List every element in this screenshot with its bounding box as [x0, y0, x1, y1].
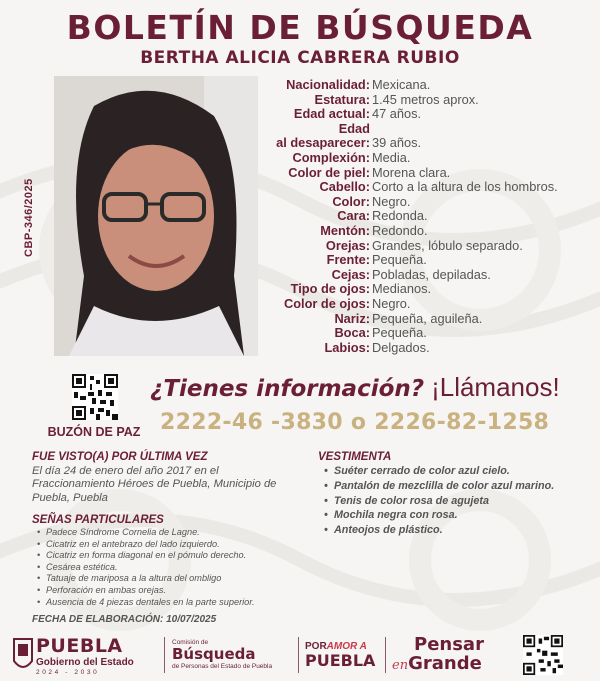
detail-label: Color: [332, 193, 370, 209]
last-seen-text: El día 24 de enero del año 2017 en el Fraccionamiento Héroes de Puebla, Municipio de Puebla, Puebla [32, 465, 277, 504]
call-us-text: ¡Llámanos! [431, 372, 560, 402]
detail-row [262, 209, 592, 224]
detail-label: Estatura: [314, 91, 370, 107]
creation-date-label: FECHA DE ELABORACIÓN: [32, 614, 164, 625]
detail-value: Pequeña. [372, 325, 427, 341]
detail-row [262, 297, 592, 312]
list-item: • Cicatriz en forma diagonal en el pómulo derecho. [32, 550, 332, 562]
comision-logo [172, 639, 297, 671]
detail-label: Cabello: [319, 179, 370, 195]
detail-label: Color de piel: [288, 164, 370, 180]
question-text: ¿Tienes información? [150, 376, 425, 402]
detail-label: al desaparecer: [276, 135, 370, 151]
person-name: BERTHA ALICIA CABRERA RUBIO [140, 48, 460, 68]
detail-label: Nariz: [334, 310, 370, 326]
pensar-text: Pensar [414, 634, 484, 655]
detail-label: Complexión: [292, 149, 370, 165]
distinguishing-marks-section [32, 514, 332, 608]
detail-row [262, 122, 592, 137]
physical-details [262, 78, 592, 355]
detail-row [262, 93, 592, 108]
detail-row [262, 239, 592, 254]
detail-row [262, 166, 592, 181]
detail-row [262, 224, 592, 239]
detail-row [262, 312, 592, 327]
gobierno-years: 2024 - 2030 [36, 669, 100, 676]
detail-value: Morena clara. [372, 164, 451, 180]
info-question [150, 372, 590, 403]
divider [385, 637, 386, 673]
detail-value [370, 122, 592, 137]
detail-label: Tipo de ojos: [290, 281, 370, 297]
detail-label: Nacionalidad: [286, 77, 370, 92]
list-item: • Cesárea estética. [32, 562, 332, 574]
divider [164, 637, 165, 673]
detail-label: Frente: [326, 252, 370, 268]
list-item: • Tenis de color rosa de agujeta [318, 494, 593, 509]
detail-row [262, 151, 592, 166]
detail-label: Boca: [334, 325, 370, 341]
footer [0, 627, 600, 681]
clothing-section [318, 451, 593, 538]
last-seen-title: FUE VISTO(A) POR ÚLTIMA VEZ [32, 451, 208, 463]
detail-row [262, 341, 592, 356]
detail-row [262, 78, 592, 93]
detail-row [262, 268, 592, 283]
detail-row [262, 282, 592, 297]
por-amor-logo [305, 641, 380, 669]
detail-value: Pequeña, aguileña. [372, 310, 483, 326]
detail-value: 47 años. [372, 106, 422, 122]
detail-value: Redondo. [372, 222, 428, 238]
clothing-title: VESTIMENTA [318, 451, 392, 463]
amor-text: AMOR A [326, 641, 367, 652]
bulletin-title: BOLETÍN DE BÚSQUEDA [66, 8, 534, 47]
comision-sub: de Personas del Estado de Puebla [172, 663, 273, 670]
detail-row [262, 136, 592, 151]
grande-text: Grande [408, 653, 482, 674]
detail-label: Cara: [337, 208, 370, 224]
puebla-logo-text: PUEBLA [36, 635, 123, 657]
detail-row [262, 253, 592, 268]
detail-label: Cejas: [331, 266, 370, 282]
detail-value: Redonda. [372, 208, 428, 224]
detail-label: Color de ojos: [283, 295, 370, 311]
detail-row [262, 180, 592, 195]
creation-date-value: 10/07/2025 [166, 614, 217, 625]
detail-label: Edad actual: [293, 106, 370, 122]
list-item: • Padece Síndrome Cornelia de Lagne. [32, 527, 332, 539]
list-item: • Ausencia de 4 piezas dentales en la parte superior. [32, 597, 332, 609]
buzon-de-paz-label: BUZÓN DE PAZ [47, 425, 141, 439]
detail-label: Mentón: [320, 222, 370, 238]
detail-value: Pequeña. [372, 252, 427, 268]
list-item: • Pantalón de mezclilla de color azul marino. [318, 479, 593, 494]
gobierno-text: Gobierno del Estado [36, 657, 134, 668]
detail-value: Delgados. [372, 339, 430, 355]
qr-code-icon[interactable] [523, 635, 563, 675]
detail-label: Orejas: [325, 237, 370, 253]
detail-row [262, 326, 592, 341]
detail-row [262, 107, 592, 122]
person-photo [54, 76, 258, 356]
detail-label: Labios: [324, 339, 370, 355]
detail-value: Negro. [372, 193, 411, 209]
list-item: • Mochila negra con rosa. [318, 508, 593, 523]
case-id: CBP-346/2025 [23, 178, 35, 257]
detail-value: 39 años. [372, 135, 422, 151]
detail-value: 1.45 metros aprox. [372, 91, 479, 107]
en-text: en [392, 658, 409, 673]
detail-label: Edad [338, 120, 370, 136]
detail-value: Negro. [372, 295, 411, 311]
puebla-crest-icon [12, 635, 34, 675]
detail-value: Corto a la altura de los hombros. [372, 179, 558, 195]
marks-title: SEÑAS PARTICULARES [32, 514, 164, 526]
list-item: • Anteojos de plástico. [318, 523, 593, 538]
detail-value: Grandes, lóbulo separado. [372, 237, 523, 253]
comision-main: Búsqueda [172, 645, 256, 663]
pensar-en-grande-logo [392, 635, 492, 675]
creation-date [32, 614, 216, 625]
detail-value: Pobladas, depiladas. [372, 266, 491, 282]
list-item: • Suéter cerrado de color azul cielo. [318, 464, 593, 479]
list-item: • Tatuaje de mariposa a la altura del ombligo [32, 573, 332, 585]
divider [298, 637, 299, 673]
detail-row [262, 195, 592, 210]
detail-value: Mexicana. [372, 77, 431, 92]
list-item: • Perforación en ambas orejas. [32, 585, 332, 597]
last-seen-section [32, 451, 302, 505]
por-text: POR [305, 641, 327, 652]
detail-value: Medianos. [372, 281, 432, 297]
comision-top: Comisión de [172, 639, 209, 646]
por-puebla-text: PUEBLA [305, 651, 376, 670]
list-item: • Cicatriz en el antebrazo del lado izquierdo. [32, 539, 332, 551]
detail-value: Media. [372, 149, 411, 165]
phone-numbers[interactable]: 2222-46 -3830 o 2226-82-1258 [160, 410, 550, 435]
qr-code-icon[interactable] [72, 374, 118, 420]
